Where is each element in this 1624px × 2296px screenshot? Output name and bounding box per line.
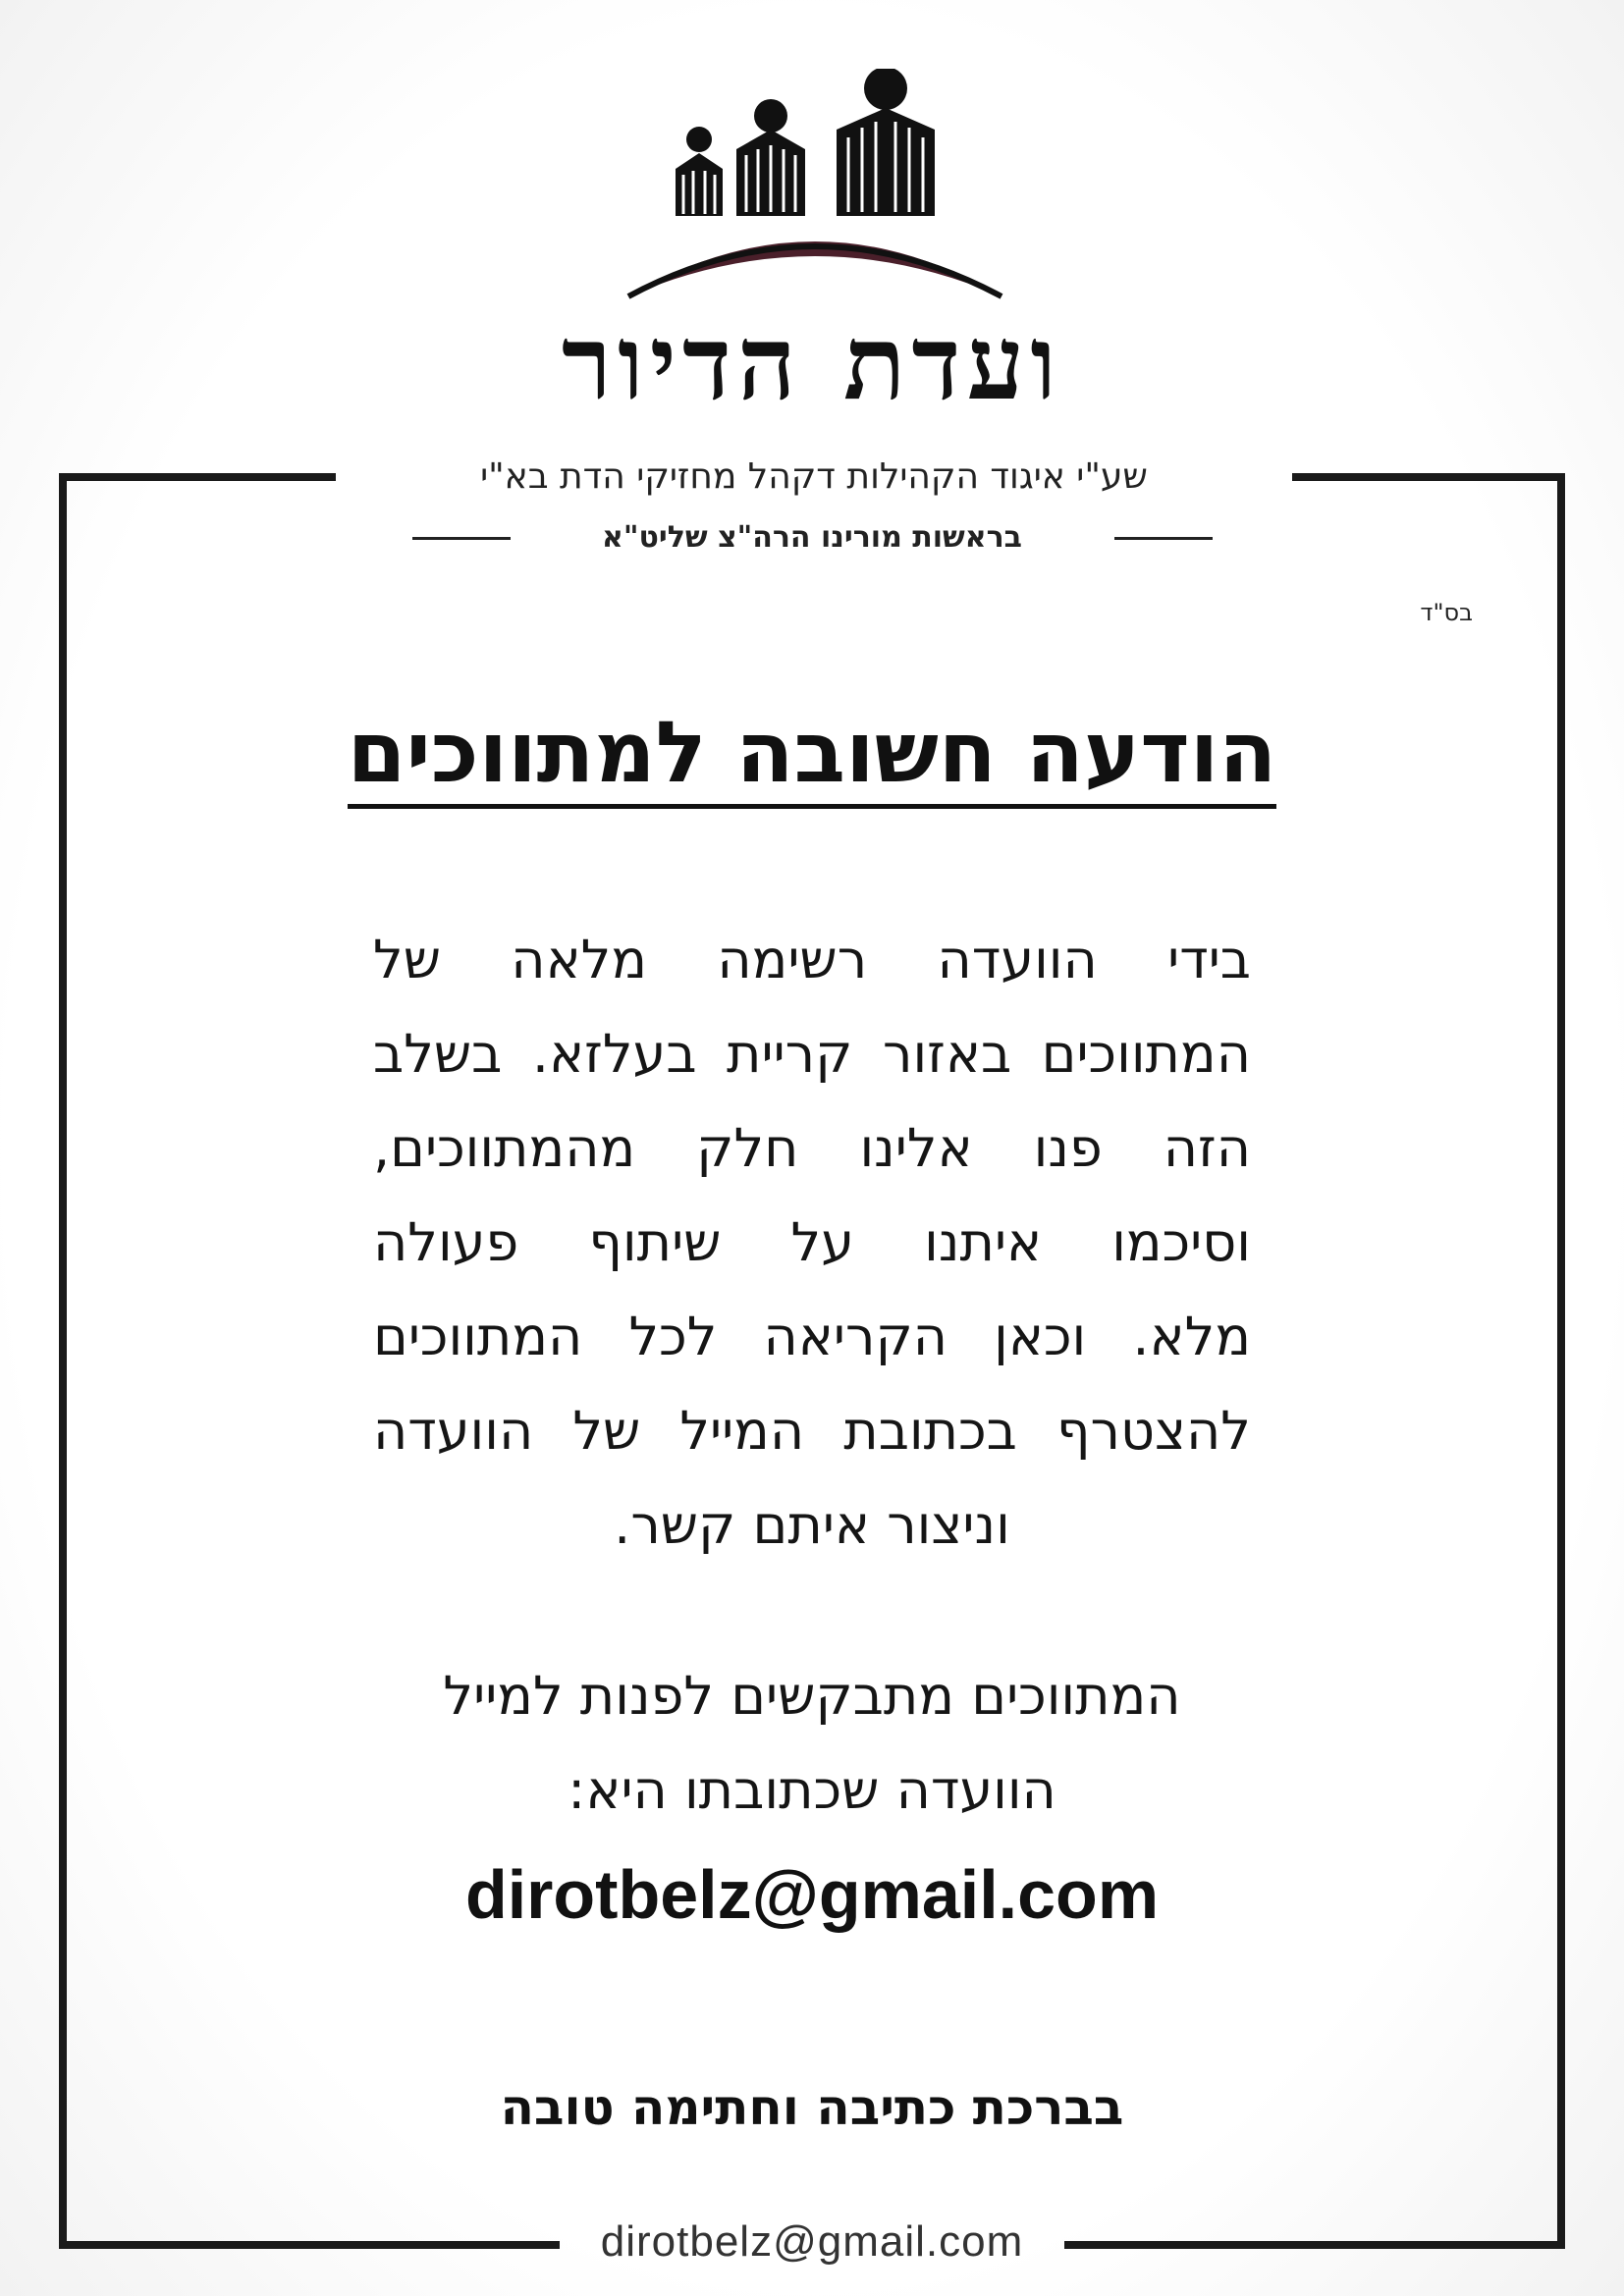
closing-blessing: בברכת כתיבה וחתימה טובה bbox=[500, 2079, 1124, 2136]
leadership-divider-right bbox=[1114, 537, 1213, 540]
leadership-line: בראשות מורינו הרה"צ שליט"א bbox=[602, 520, 1022, 555]
frame-top-right-border bbox=[1292, 473, 1565, 481]
org-name: ועדת הדיור bbox=[562, 302, 1062, 423]
body-line: בידי הוועדה רשימה מלאה של bbox=[373, 929, 1251, 990]
frame-top-left-border bbox=[59, 473, 336, 481]
body-line: להצטרף בכתובת המייל של הוועדה bbox=[373, 1400, 1251, 1462]
frame-left-border bbox=[59, 473, 67, 2249]
page-title bbox=[223, 699, 1401, 807]
org-subtitle: שע"י איגוד הקהילות דקהל מחזיקי הדת בא"י bbox=[480, 456, 1148, 497]
body-line: וניצור איתם קשר. bbox=[614, 1494, 1010, 1556]
request-line: המתווכים מתבקשים לפנות למייל bbox=[443, 1665, 1181, 1727]
page-title-text: הודעה חשובה למתווכים bbox=[348, 704, 1277, 809]
leadership-divider-left bbox=[412, 537, 511, 540]
footer-email[interactable]: dirotbelz@gmail.com bbox=[600, 2217, 1024, 2266]
city-buildings-logo-icon bbox=[609, 69, 1021, 314]
request-line: הוועדה שכתובתו היא: bbox=[568, 1759, 1056, 1821]
frame-bottom-right-border bbox=[1064, 2241, 1565, 2249]
bsd-mark: בס"ד bbox=[1420, 599, 1473, 626]
body-line: המתווכים באזור קריית בעלזא. בשלב bbox=[373, 1023, 1251, 1085]
body-line: וסיכמו איתנו על שיתוף פעולה bbox=[373, 1211, 1251, 1273]
body-line: מלא. וכאן הקריאה לכל המתווכים bbox=[373, 1306, 1251, 1367]
contact-email[interactable]: dirotbelz@gmail.com bbox=[464, 1856, 1160, 1933]
request-paragraph bbox=[321, 1649, 1303, 1838]
notice-body bbox=[373, 913, 1251, 1573]
frame-bottom-left-border bbox=[59, 2241, 560, 2249]
body-line: הזה פנו אלינו חלק מהמתווכים, bbox=[373, 1117, 1251, 1179]
frame-right-border bbox=[1557, 473, 1565, 2249]
